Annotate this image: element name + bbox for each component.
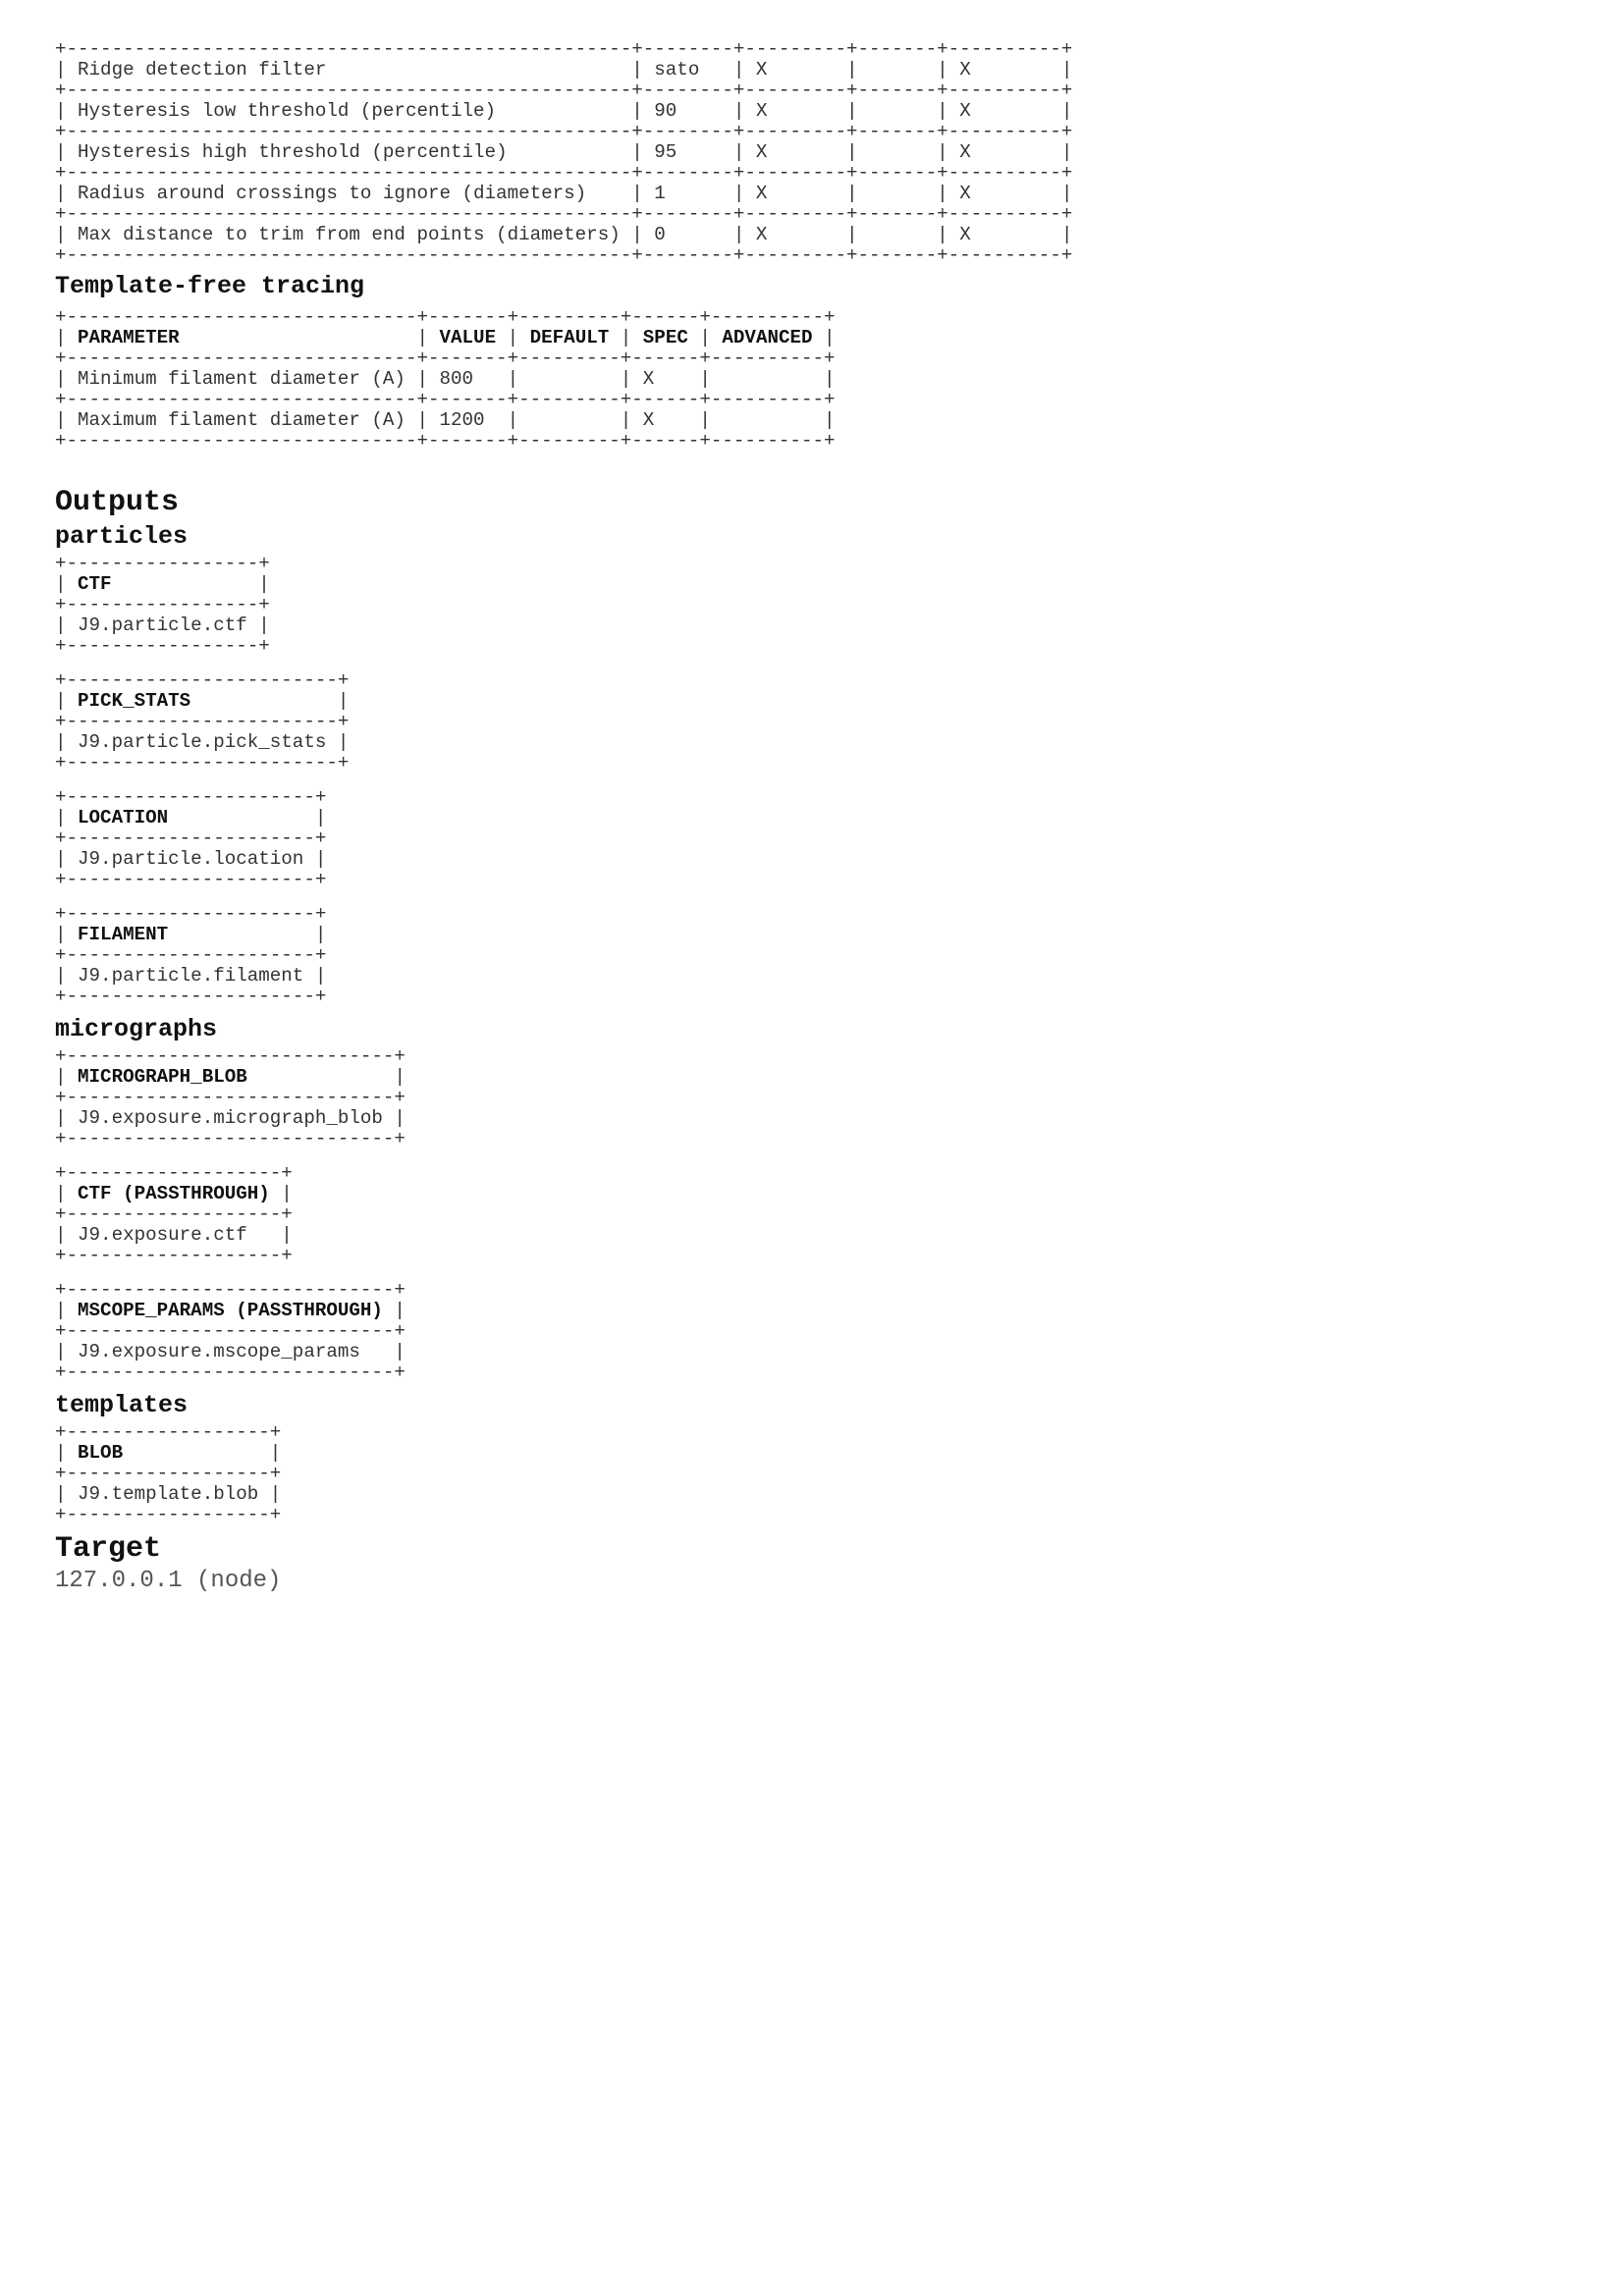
header-parameter: PARAMETER: [78, 327, 180, 348]
param-name-cell: Maximum filament diameter (A): [78, 409, 406, 431]
param-default-cell: X: [755, 100, 768, 122]
output-label: LOCATION: [78, 807, 169, 828]
output-label: BLOB: [78, 1442, 124, 1464]
header-default: DEFAULT: [529, 327, 610, 348]
param-name-cell: Hysteresis low threshold (percentile): [78, 100, 497, 122]
output-value: J9.template.blob: [78, 1483, 259, 1505]
param-value-cell: 1200: [439, 409, 485, 431]
param-value-cell: 1: [654, 183, 666, 204]
param-default-cell: X: [755, 141, 768, 163]
output-group-heading-templates: templates: [55, 1391, 189, 1419]
output-group-heading-micrographs: micrographs: [55, 1015, 218, 1043]
param-spec-cell: X: [642, 368, 655, 390]
output-label: MICROGRAPH_BLOB: [78, 1066, 247, 1088]
output-value: J9.exposure.ctf: [78, 1224, 247, 1246]
output-label: MSCOPE_PARAMS (PASSTHROUGH): [78, 1300, 383, 1321]
output-table-blob: +------------------+ | BLOB | +------------------+ | J9.template.blob | +------------------+: [55, 1421, 282, 1525]
param-value-cell: 0: [654, 224, 666, 245]
param-name-cell: Minimum filament diameter (A): [78, 368, 406, 390]
header-advanced: ADVANCED: [722, 327, 813, 348]
target-heading: Target: [55, 1532, 162, 1566]
output-value: J9.exposure.micrograph_blob: [78, 1107, 383, 1129]
output-table-location: +----------------------+ | LOCATION | +----------------------+ | J9.particle.location | +----------------------+: [55, 786, 327, 890]
output-value: J9.particle.pick_stats: [78, 731, 327, 753]
param-value-cell: sato: [654, 59, 700, 80]
output-table-ctf-passthrough: +-------------------+ | CTF (PASSTHROUGH) | +-------------------+ | J9.exposure.ctf | +-------------------+: [55, 1162, 293, 1266]
param-name-cell: Ridge detection filter: [78, 59, 327, 80]
output-label: CTF: [78, 573, 112, 595]
target-value: 127.0.0.1 (node): [55, 1568, 282, 1594]
param-default-cell: X: [755, 59, 768, 80]
template-free-heading: Template-free tracing: [55, 272, 365, 300]
param-spec-cell: X: [642, 409, 655, 431]
output-value: J9.exposure.mscope_params: [78, 1341, 360, 1362]
template-free-table: +-------------------------------+-------+---------+------+----------+ | PARAMETER | VALUE | DEFAULT | SPEC | ADVANCED | +-------------------------------+-------+---------+------+----------+ | Minimum filament diameter (A) | 800 | | X | | +-------------------------------+-------+---------+------+----------+ | Maximum filament diameter (A) | 1200 | | X | | +-------------------------------+-------+---------+------+----------+: [55, 306, 836, 452]
outputs-groups: [55, 522, 1587, 1525]
param-advanced-cell: X: [959, 100, 971, 122]
output-table-pick-stats: +------------------------+ | PICK_STATS | +------------------------+ | J9.particle.pick_stats | +------------------------+: [55, 669, 350, 774]
param-advanced-cell: X: [959, 224, 971, 245]
param-value-cell: 90: [654, 100, 677, 122]
param-default-cell: X: [755, 224, 768, 245]
output-label: CTF (PASSTHROUGH): [78, 1183, 270, 1204]
output-table-mscope-params-passthrough: +-----------------------------+ | MSCOPE_PARAMS (PASSTHROUGH) | +-----------------------------+ | J9.exposure.mscope_params | +-----------------------------+: [55, 1279, 406, 1383]
param-default-cell: X: [755, 183, 768, 204]
param-value-cell: 800: [439, 368, 474, 390]
output-value: J9.particle.filament: [78, 965, 304, 987]
output-label: FILAMENT: [78, 924, 169, 945]
output-table-ctf: +-----------------+ | CTF | +-----------------+ | J9.particle.ctf | +-----------------+: [55, 553, 270, 657]
output-value: J9.particle.location: [78, 848, 304, 870]
output-label: PICK_STATS: [78, 690, 191, 712]
output-value: J9.particle.ctf: [78, 614, 247, 636]
outputs-heading: Outputs: [55, 486, 180, 519]
header-value: VALUE: [439, 327, 497, 348]
output-group-heading-particles: particles: [55, 522, 189, 551]
parameters-table-continued: +--------------------------------------------------+--------+---------+-------+----------+ | Ridge detection filter | sato | X | | X | +--------------------------------------------------+--------+---------+-------+----------+ | Hysteresis low threshold (percentile) | 90 | X | | X | +--------------------------------------------------+--------+---------+-------+----------+ | Hysteresis high threshold (percentile) | 95 | X | | X | +--------------------------------------------------+--------+---------+-------+----------+ | Radius around crossings to ignore (diameters) | 1 | X | | X | +--------------------------------------------------+--------+---------+-------+----------+ | Max distance to trim from end points (diameters) | 0 | X | | X | +--------------------------------------------------+--------+---------+-------+----------+: [55, 38, 1073, 266]
param-advanced-cell: X: [959, 141, 971, 163]
header-spec: SPEC: [642, 327, 688, 348]
param-advanced-cell: X: [959, 59, 971, 80]
param-advanced-cell: X: [959, 183, 971, 204]
output-table-micrograph-blob: +-----------------------------+ | MICROGRAPH_BLOB | +-----------------------------+ | J9.exposure.micrograph_blob | +-----------------------------+: [55, 1045, 406, 1149]
param-name-cell: Hysteresis high threshold (percentile): [78, 141, 508, 163]
param-name-cell: Radius around crossings to ignore (diameters): [78, 183, 587, 204]
document-page: [55, 39, 1587, 1596]
param-value-cell: 95: [654, 141, 677, 163]
param-name-cell: Max distance to trim from end points (diameters): [78, 224, 621, 245]
output-table-filament: +----------------------+ | FILAMENT | +----------------------+ | J9.particle.filament | +----------------------+: [55, 903, 327, 1007]
